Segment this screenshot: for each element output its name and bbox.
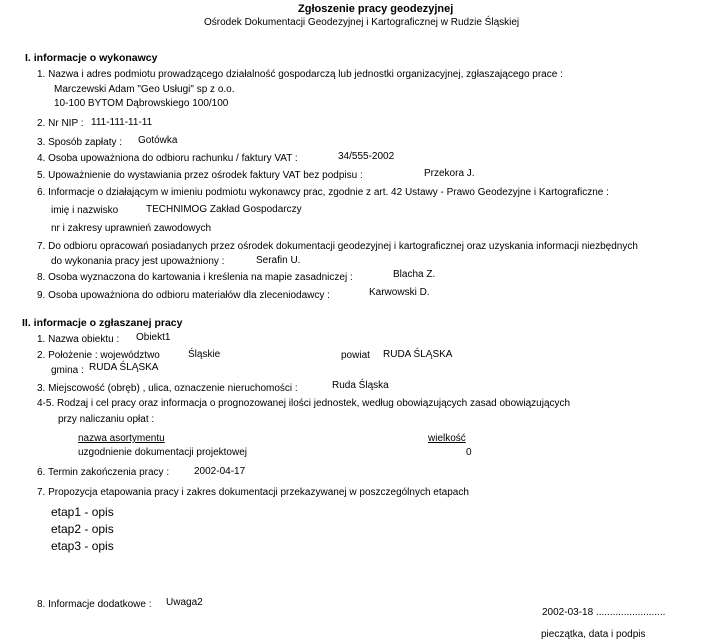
footer-stamp-label: pieczątka, data i podpis (541, 629, 646, 640)
table-row-qty: 0 (466, 447, 472, 458)
s1-item9-value: Karwowski D. (369, 287, 430, 298)
stage-item: etap2 - opis (51, 522, 114, 536)
s2-item8-label: 8. Informacje dodatkowe : (37, 599, 152, 610)
s2-item7-label: 7. Propozycja etapowania pracy i zakres dokumentacji przekazywanej w poszczególnych etapach (37, 487, 469, 498)
assortment-col-header: nazwa asortymentu (78, 433, 165, 444)
stage-item: etap1 - opis (51, 505, 114, 519)
s1-item7-label-line1: 7. Do odbioru opracowań posiadanych przez ośrodek dokumentacji geodezyjnej i kartograficznej oraz uzyskania informacji niezbędnych (37, 241, 638, 252)
s2-item6-value: 2002-04-17 (194, 466, 246, 477)
s1-item7-value: Serafin U. (256, 255, 301, 266)
s1-item6-label: 6. Informacje o działającym w imieniu podmiotu wykonawcy prac, zgodnie z art. 42 Ustawy - Prawo Geodezyjne i Kartograficzne : (37, 187, 609, 198)
s2-item1-label: 1. Nazwa obiektu : (37, 334, 120, 345)
table-row-name: uzgodnienie dokumentacji projektowej (78, 447, 247, 458)
page-title: Zgłoszenie pracy geodezyjnej (298, 3, 454, 15)
s1-item6-perm-label: nr i zakresy uprawnień zawodowych (51, 223, 212, 234)
s1-item3-value: Gotówka (138, 135, 178, 146)
section-2-heading: II. informacje o zgłaszanej pracy (22, 317, 183, 329)
s1-item3-label: 3. Sposób zapłaty : (37, 137, 123, 148)
s2-item45-label-line1: 4-5. Rodzaj i cel pracy oraz informacja o prognozowanej ilości jednostek, według obowiązujących zasad obowiązujących (37, 398, 571, 409)
s1-item2-value: 111-111-11-11 (91, 117, 153, 128)
section-1-heading: I. informacje o wykonawcy (25, 52, 158, 64)
s2-item2-woj-value: Śląskie (188, 349, 221, 360)
s2-item2-powiat-value: RUDA ŚLĄSKA (383, 349, 453, 360)
s2-item2-gmina-label: gmina : (51, 365, 84, 376)
s2-item1-value: Obiekt1 (136, 332, 171, 343)
s2-item6-label: 6. Termin zakończenia pracy : (37, 467, 170, 478)
s2-item2-label: 2. Położenie : województwo (37, 350, 160, 361)
s1-item9-label: 9. Osoba upoważniona do odbioru materiałów dla zleceniodawcy : (37, 290, 330, 301)
s2-item3-value: Ruda Śląska (332, 380, 389, 391)
s2-item8-value: Uwaga2 (166, 597, 203, 608)
s1-item2-label: 2. Nr NIP : (37, 118, 84, 129)
s1-item1-line1: Marczewski Adam "Geo Usługi" sp z o.o. (54, 84, 235, 95)
s1-item1-line2: 10-100 BYTOM Dąbrowskiego 100/100 (54, 98, 229, 109)
s1-item6-name-label: imię i nazwisko (51, 205, 119, 216)
footer-date: 2002-03-18 ......................... (542, 607, 666, 618)
s1-item7-label-line2: do wykonania pracy jest upoważniony : (51, 256, 225, 267)
s2-item2-powiat-label: powiat (341, 350, 370, 361)
quantity-col-header: wielkość (428, 433, 466, 444)
s2-item45-label-line2: przy naliczaniu opłat : (58, 414, 155, 425)
s1-item5-value: Przekora J. (424, 168, 475, 179)
stage-item: etap3 - opis (51, 539, 114, 553)
page-subtitle: Ośrodek Dokumentacji Geodezyjnej i Kartograficznej w Rudzie Śląskiej (204, 17, 520, 28)
s2-item3-label: 3. Miejscowość (obręb) , ulica, oznaczenie nieruchomości : (37, 383, 298, 394)
s1-item8-label: 8. Osoba wyznaczona do kartowania i kreślenia na mapie zasadniczej : (37, 272, 353, 283)
s1-item6-name-value: TECHNIMOG Zakład Gospodarczy (146, 204, 302, 215)
s1-item8-value: Blacha Z. (393, 269, 436, 280)
s1-item4-value: 34/555-2002 (338, 151, 395, 162)
s2-item2-gmina-value: RUDA ŚLĄSKA (89, 362, 159, 373)
s1-item4-label: 4. Osoba upoważniona do odbioru rachunku / faktury VAT : (37, 153, 298, 164)
s1-item5-label: 5. Upoważnienie do wystawiania przez ośrodek faktury VAT bez podpisu : (37, 170, 363, 181)
s1-item1-label: 1. Nazwa i adres podmiotu prowadzącego działalność gospodarczą lub jednostki organizacyjnej, zgłaszającego prace : (37, 69, 563, 80)
